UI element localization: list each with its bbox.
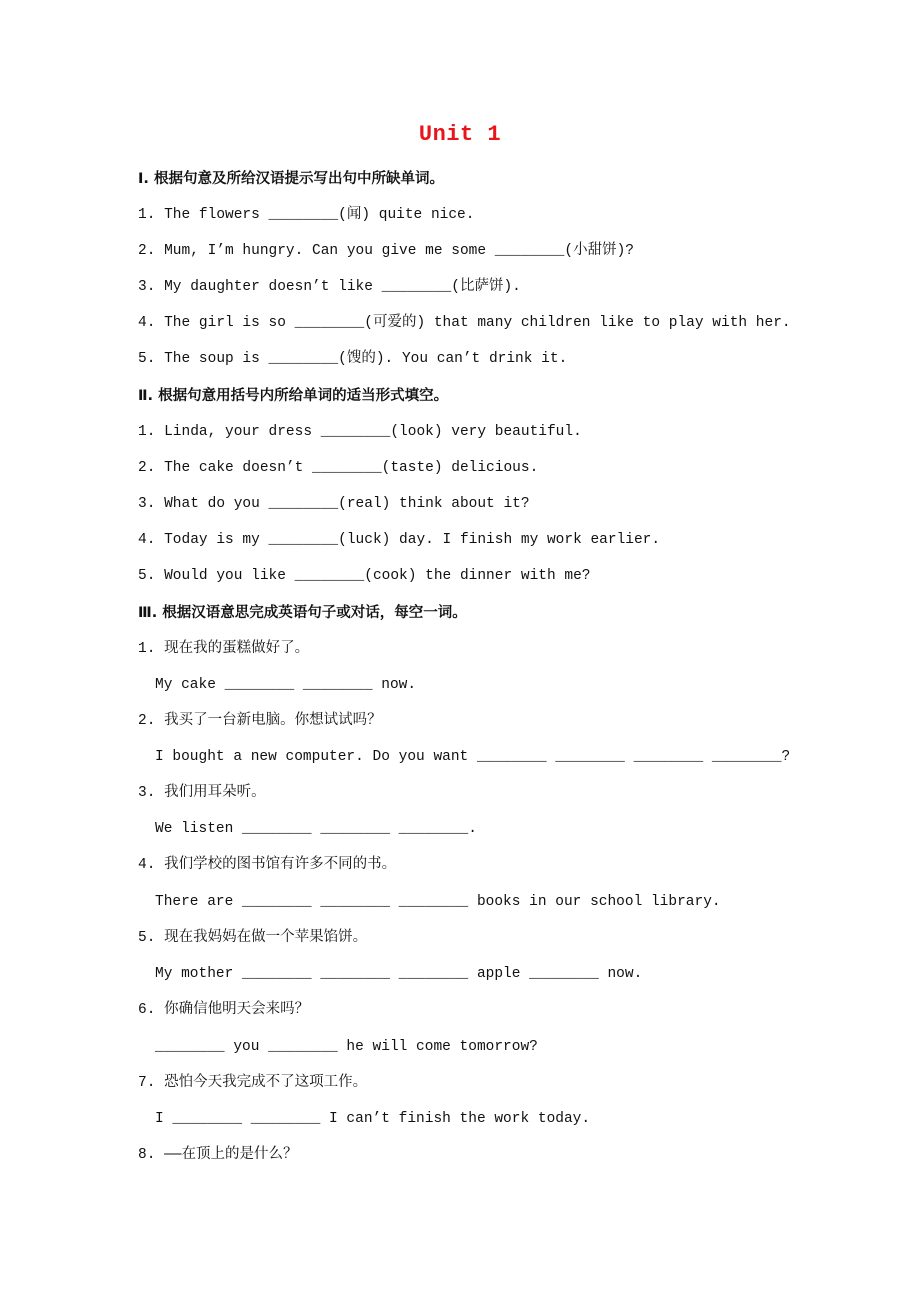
section-3-item-8-chinese: 8. ——在顶上的是什么？	[138, 1147, 298, 1163]
section-3-item-5-english: My mother ________ ________ ________ apple ________ now.	[155, 966, 643, 982]
section-3-item-2-english: I bought a new computer. Do you want ________ ________ ________ ________?	[155, 749, 791, 765]
page-title: Unit 1	[418, 122, 502, 147]
section-3-item-1-chinese: 1. 现在我的蛋糕做好了。	[138, 641, 310, 657]
section-1-item-4: 4. The girl is so ________(可爱的) that many children like to play with her.	[138, 315, 791, 331]
section-3-item-5-chinese: 5. 现在我妈妈在做一个苹果馅饼。	[138, 930, 368, 946]
section-3-item-2-chinese: 2. 我买了一台新电脑。你想试试吗？	[138, 713, 382, 729]
section-1-item-5: 5. The soup is ________(馊的). You can’t drink it.	[138, 351, 568, 367]
section-2-heading: Ⅱ. 根据句意用括号内所给单词的适当形式填空。	[138, 388, 449, 404]
section-2-item-1: 1. Linda, your dress ________(look) very beautiful.	[138, 424, 582, 440]
section-3-item-7-chinese: 7. 恐怕今天我完成不了这项工作。	[138, 1075, 368, 1091]
section-1-item-3: 3. My daughter doesn’t like ________(比萨饼).	[138, 279, 521, 295]
section-3-item-4-chinese: 4. 我们学校的图书馆有许多不同的书。	[138, 857, 397, 873]
section-2-item-2: 2. The cake doesn’t ________(taste) delicious.	[138, 460, 539, 476]
section-3-item-6-english: ________ you ________ he will come tomorrow?	[155, 1039, 538, 1055]
section-1-heading: Ⅰ. 根据句意及所给汉语提示写出句中所缺单词。	[138, 171, 444, 187]
section-2-item-4: 4. Today is my ________(luck) day. I finish my work earlier.	[138, 532, 661, 548]
section-3-item-4-english: There are ________ ________ ________ books in our school library.	[155, 894, 721, 910]
section-3-item-7-english: I ________ ________ I can’t finish the work today.	[155, 1111, 591, 1127]
section-3-item-6-chinese: 6. 你确信他明天会来吗？	[138, 1002, 310, 1018]
section-3-heading: Ⅲ. 根据汉语意思完成英语句子或对话，每空一词。	[138, 605, 467, 621]
section-3-item-1-english: My cake ________ ________ now.	[155, 677, 417, 693]
section-1-item-1: 1. The flowers ________(闻) quite nice.	[138, 207, 475, 223]
section-2-item-3: 3. What do you ________(real) think about it?	[138, 496, 530, 512]
section-1-item-2: 2. Mum, I’m hungry. Can you give me some ________(小甜饼)?	[138, 243, 634, 259]
section-3-item-3-chinese: 3. 我们用耳朵听。	[138, 785, 266, 801]
section-2-item-5: 5. Would you like ________(cook) the dinner with me?	[138, 568, 591, 584]
section-3-item-3-english: We listen ________ ________ ________.	[155, 821, 477, 837]
